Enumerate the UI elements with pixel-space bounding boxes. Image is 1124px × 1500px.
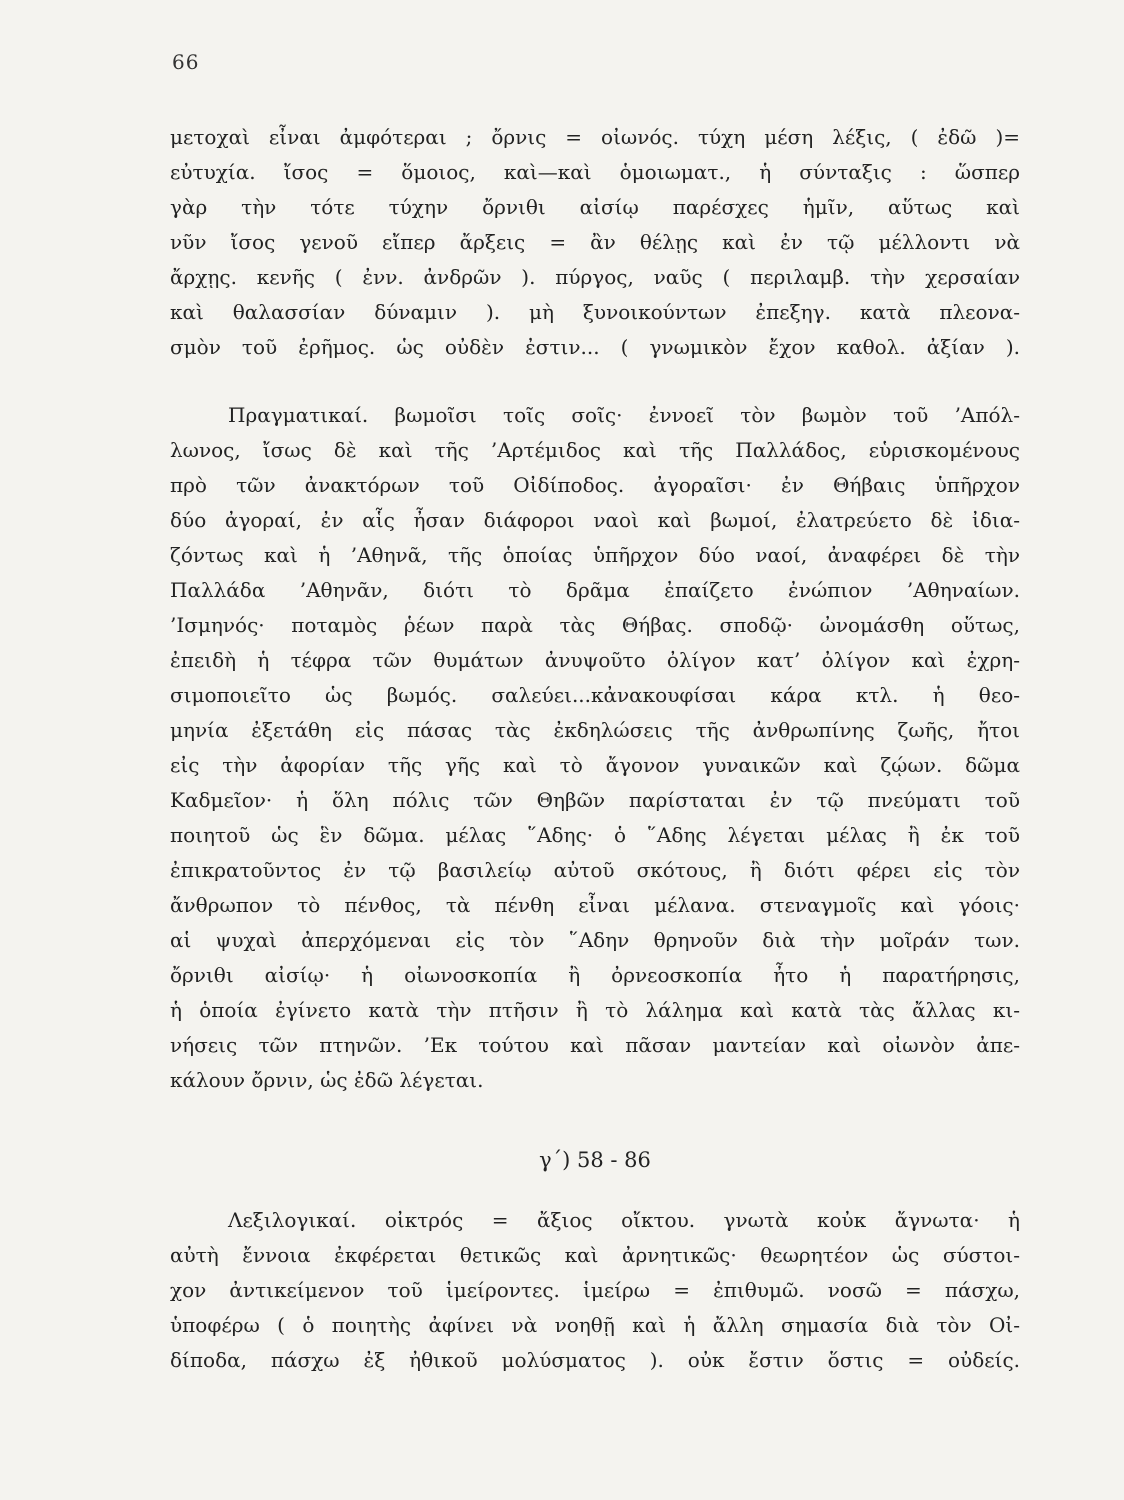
text-line: σιμοποιεῖτο ὡς βωμός. σαλεύει...κἀνακουφίσαι κάρα κτλ. ἡ θεο- <box>170 683 1020 707</box>
text-line: Λεξιλογικαί. οἰκτρός = ἄξιος οἴκτου. γνωτὰ κοὐκ ἄγνωτα· ἡ <box>228 1208 1020 1232</box>
text-line: ἄρχῃς. κενῆς ( ἐνν. ἀνδρῶν ). πύργος, ναῦς ( περιλαμβ. τὴν χερσαίαν <box>170 265 1020 289</box>
text-line: ἄνθρωπον τὸ πένθος, τὰ πένθη εἶναι μέλανα. στεναγμοῖς καὶ γόοις· <box>170 893 1020 917</box>
text-line: κάλουν ὄρνιν, ὡς ἐδῶ λέγεται. <box>170 1068 484 1092</box>
text-line: λωνος, ἴσως δὲ καὶ τῆς ’Αρτέμιδος καὶ τῆς Παλλάδος, εὑρισκομένους <box>170 438 1020 462</box>
text-line: καὶ θαλασσίαν δύναμιν ). μὴ ξυνοικούντων ἐπεξηγ. κατὰ πλεονα- <box>170 300 1020 324</box>
text-line: δύο ἀγοραί, ἐν αἷς ἦσαν διάφοροι ναοὶ καὶ βωμοί, ἐλατρεύετο δὲ ἰδια- <box>170 508 1020 532</box>
text-line: ὑποφέρω ( ὁ ποιητὴς ἀφίνει νὰ νοηθῇ καὶ ἡ ἄλλη σημασία διὰ τὸν Οἰ- <box>170 1313 1020 1337</box>
text-line: χον ἀντικείμενον τοῦ ἱμείροντες. ἱμείρω = ἐπιθυμῶ. νοσῶ = πάσχω, <box>170 1278 1020 1302</box>
text-line: ’Ισμηνός· ποταμὸς ῥέων παρὰ τὰς Θήβας. σποδῷ· ὠνομάσθη οὕτως, <box>170 613 1020 637</box>
page-number: 66 <box>172 50 200 74</box>
text-line: σμὸν τοῦ ἐρῆμος. ὡς οὐδὲν ἐστιν... ( γνωμικὸν ἔχον καθολ. ἀξίαν ). <box>170 335 1020 359</box>
text-line: μηνία ἐξετάθη εἰς πάσας τὰς ἐκδηλώσεις τῆς ἀνθρωπίνης ζωῆς, ἤτοι <box>170 718 1020 742</box>
text-line: μετοχαὶ εἶναι ἀμφότεραι ; ὄρνις = οἰωνός. τύχη μέση λέξις, ( ἐδῶ )= <box>170 125 1020 149</box>
paragraph-lexilogikai <box>170 1203 1020 1378</box>
text-line: αὐτὴ ἔννοια ἐκφέρεται θετικῶς καὶ ἀρνητικῶς· θεωρητέον ὡς σύστοι- <box>170 1243 1020 1267</box>
text-line: ἐπικρατοῦντος ἐν τῷ βασιλείῳ αὐτοῦ σκότους, ἢ διότι φέρει εἰς τὸν <box>170 858 1020 882</box>
text-line: ποιητοῦ ὡς ἓν δῶμα. μέλας ῞Αδης· ὁ ῞Αδης λέγεται μέλας ἢ ἐκ τοῦ <box>170 823 1020 847</box>
text-line: ὄρνιθι αἰσίῳ· ἡ οἰωνοσκοπία ἢ ὀρνεοσκοπία ἦτο ἡ παρατήρησις, <box>170 963 1020 987</box>
text-line: ἡ ὁποία ἐγίνετο κατὰ τὴν πτῆσιν ἢ τὸ λάλημα καὶ κατὰ τὰς ἄλλας κι- <box>170 998 1020 1022</box>
text-line: εἰς τὴν ἀφορίαν τῆς γῆς καὶ τὸ ἄγονον γυναικῶν καὶ ζῴων. δῶμα <box>170 753 1020 777</box>
text-line: γὰρ τὴν τότε τύχην ὄρνιθι αἰσίῳ παρέσχες ἡμῖν, αὕτως καὶ <box>170 195 1020 219</box>
paragraph-pragmatikai <box>170 398 1020 1098</box>
text-line: αἱ ψυχαὶ ἀπερχόμεναι εἰς τὸν ῞Αδην θρηνοῦν διὰ τὴν μοῖράν των. <box>170 928 1020 952</box>
text-line: δίποδα, πάσχω ἐξ ἠθικοῦ μολύσματος ). οὐκ ἔστιν ὅστις = οὐδείς. <box>170 1348 1020 1372</box>
section-heading: γ΄) 58 - 86 <box>539 1148 651 1172</box>
text-line: ζόντως καὶ ἡ ’Αθηνᾶ, τῆς ὁποίας ὑπῆρχον δύο ναοί, ἀναφέρει δὲ τὴν <box>170 543 1020 567</box>
text-line: Καδμεῖον· ἡ ὅλη πόλις τῶν Θηβῶν παρίσταται ἐν τῷ πνεύματι τοῦ <box>170 788 1020 812</box>
text-line: ἐπειδὴ ἡ τέφρα τῶν θυμάτων ἀνυψοῦτο ὀλίγον κατ’ ὀλίγον καὶ ἐχρη- <box>170 648 1020 672</box>
text-line: Παλλάδα ’Αθηνᾶν, διότι τὸ δρᾶμα ἐπαίζετο ἐνώπιον ’Αθηναίων. <box>170 578 1020 602</box>
text-line: Πραγματικαί. βωμοῖσι τοῖς σοῖς· ἐννοεῖ τὸν βωμὸν τοῦ ’Απόλ- <box>228 403 1020 427</box>
text-line: εὐτυχία. ἴσος = ὅμοιος, καὶ—καὶ ὁμοιωματ., ἡ σύνταξις : ὥσπερ <box>170 160 1020 184</box>
text-line: πρὸ τῶν ἀνακτόρων τοῦ Οἰδίποδος. ἀγοραῖσι· ἐν Θήβαις ὑπῆρχον <box>170 473 1020 497</box>
text-line: νῦν ἴσος γενοῦ εἴπερ ἄρξεις = ἂν θέλῃς καὶ ἐν τῷ μέλλοντι νὰ <box>170 230 1020 254</box>
paragraph-continuation <box>170 120 1020 365</box>
text-line: νήσεις τῶν πτηνῶν. ’Εκ τούτου καὶ πᾶσαν μαντείαν καὶ οἰωνὸν ἀπε- <box>170 1033 1020 1057</box>
